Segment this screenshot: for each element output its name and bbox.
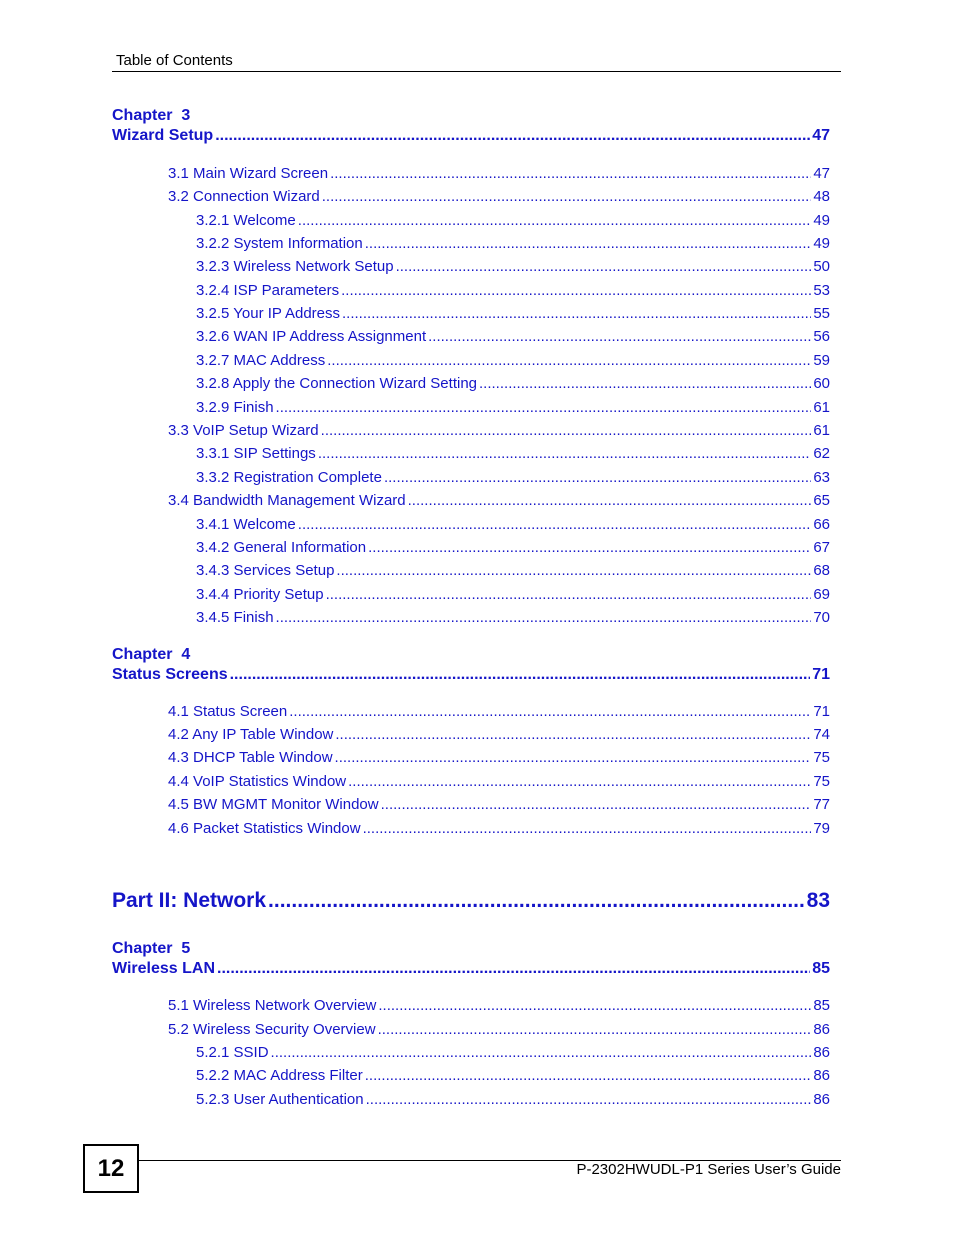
toc-entry-3-2-7[interactable] — [196, 352, 830, 369]
toc-entry-3-3-1[interactable] — [196, 445, 830, 462]
toc-entry-3-4-3[interactable] — [196, 562, 830, 579]
toc-entry-page: 67 — [813, 539, 830, 556]
toc-entry-text: 5.2.3 User Authentication — [196, 1091, 364, 1108]
toc-entry-3-2-2[interactable] — [196, 235, 830, 252]
toc-entry-page: 86 — [813, 1044, 830, 1061]
toc-entry-text: 3.3.2 Registration Complete — [196, 469, 382, 486]
toc-title: Wizard Setup — [112, 127, 214, 144]
toc-entry-3-2-8[interactable] — [196, 375, 830, 392]
toc-entry-text: 4.4 VoIP Statistics Window — [168, 773, 347, 790]
toc-page: 47 — [812, 127, 830, 144]
toc-entry-text: 5.2.1 SSID — [196, 1044, 269, 1061]
running-header: Table of Contents — [116, 52, 233, 69]
toc-entry-page: 86 — [813, 1091, 830, 1108]
toc-entry-5-2[interactable] — [168, 1021, 830, 1038]
dot-leader — [348, 773, 811, 790]
toc-title: Wireless LAN — [112, 960, 215, 977]
dot-leader — [330, 165, 811, 182]
toc-entry-page: 56 — [813, 328, 830, 345]
toc-title: Part II: Network — [112, 889, 267, 912]
toc-entry-page: 55 — [813, 305, 830, 322]
dot-leader — [366, 1091, 812, 1108]
toc-entry-page: 65 — [813, 492, 830, 509]
toc-entry-text: 3.4.5 Finish — [196, 609, 274, 626]
toc-entry-5-1[interactable] — [168, 997, 830, 1014]
dot-leader — [479, 375, 811, 392]
toc-entry-page: 69 — [813, 586, 830, 603]
dot-leader — [298, 516, 812, 533]
toc-entry-page: 60 — [813, 375, 830, 392]
toc-entry-3-3-2[interactable] — [196, 469, 830, 486]
toc-entry-3-4-1[interactable] — [196, 516, 830, 533]
toc-entry-page: 49 — [813, 212, 830, 229]
dot-leader — [321, 422, 812, 439]
dot-leader — [384, 469, 811, 486]
dot-leader — [336, 562, 811, 579]
toc-entry-page: 61 — [813, 422, 830, 439]
toc-entry-text: 4.1 Status Screen — [168, 703, 288, 720]
toc-entry-page: 68 — [813, 562, 830, 579]
dot-leader — [363, 820, 812, 837]
toc-page: 71 — [812, 666, 830, 683]
dot-leader — [217, 960, 810, 978]
toc-entry-4-1[interactable] — [168, 703, 830, 720]
guide-title: P-2302HWUDL-P1 Series User’s Guide — [576, 1161, 841, 1178]
toc-entry-text: 3.2.8 Apply the Connection Wizard Setting — [196, 375, 478, 392]
toc-entry-3-2-1[interactable] — [196, 212, 830, 229]
toc-entry-text: 3.4.1 Welcome — [196, 516, 296, 533]
dot-leader — [428, 328, 811, 345]
toc-entry-page: 50 — [813, 258, 830, 275]
toc-entry-page: 79 — [813, 820, 830, 837]
dot-leader — [365, 235, 812, 252]
dot-leader — [327, 352, 811, 369]
toc-entry-page: 71 — [813, 703, 830, 720]
toc-entry-3-2-4[interactable] — [196, 282, 830, 299]
toc-entry-text: 3.4.3 Services Setup — [196, 562, 335, 579]
dot-leader — [326, 586, 812, 603]
toc-entry-text: 5.2.2 MAC Address Filter — [196, 1067, 363, 1084]
toc-entry-page: 74 — [813, 726, 830, 743]
toc-entry-4-4[interactable] — [168, 773, 830, 790]
toc-entry-page: 63 — [813, 469, 830, 486]
toc-entry-page: 53 — [813, 282, 830, 299]
dot-leader — [408, 492, 812, 509]
chapter-5-title-link[interactable] — [112, 960, 830, 978]
toc-entry-text: 3.4.4 Priority Setup — [196, 586, 324, 603]
dot-leader — [365, 1067, 812, 1084]
toc-entry-text: 3.4.2 General Information — [196, 539, 367, 556]
toc-entry-4-3[interactable] — [168, 749, 830, 766]
toc-entry-3-1[interactable] — [168, 165, 830, 182]
dot-leader — [335, 749, 812, 766]
toc-entry-text: 3.4 Bandwidth Management Wizard — [168, 492, 406, 509]
toc-entry-5-2-1[interactable] — [196, 1044, 830, 1061]
toc-entry-page: 49 — [813, 235, 830, 252]
toc-entry-page: 62 — [813, 445, 830, 462]
toc-entry-3-2-5[interactable] — [196, 305, 830, 322]
toc-entry-text: 3.3.1 SIP Settings — [196, 445, 316, 462]
toc-entry-4-2[interactable] — [168, 726, 830, 743]
toc-entry-4-6[interactable] — [168, 820, 830, 837]
toc-entry-text: 3.2.7 MAC Address — [196, 352, 326, 369]
page-number: 12 — [97, 1154, 125, 1182]
toc-title: Status Screens — [112, 666, 228, 683]
dot-leader — [298, 212, 812, 229]
toc-entry-5-2-3[interactable] — [196, 1091, 830, 1108]
toc-entry-text: 3.2.5 Your IP Address — [196, 305, 341, 322]
toc-entry-text: 3.2.2 System Information — [196, 235, 363, 252]
toc-page: 83 — [806, 889, 830, 912]
dot-leader — [378, 997, 811, 1014]
dot-leader — [322, 188, 812, 205]
toc-entry-text: 3.2 Connection Wizard — [168, 188, 320, 205]
toc-entry-3-2-3[interactable] — [196, 258, 830, 275]
toc-entry-text: 4.3 DHCP Table Window — [168, 749, 333, 766]
dot-leader — [378, 1021, 812, 1038]
dot-leader — [381, 796, 812, 813]
dot-leader — [368, 539, 811, 556]
toc-entry-4-5[interactable] — [168, 796, 830, 813]
dot-leader — [276, 609, 812, 626]
part-2-title-link[interactable] — [112, 889, 830, 913]
toc-entry-text: 5.2 Wireless Security Overview — [168, 1021, 376, 1038]
toc-entry-page: 85 — [813, 997, 830, 1014]
chapter-4-title-link[interactable] — [112, 666, 830, 684]
toc-entry-text: 4.6 Packet Statistics Window — [168, 820, 361, 837]
dot-leader — [276, 399, 812, 416]
toc-page: 85 — [812, 960, 830, 977]
toc-entry-text: 4.2 Any IP Table Window — [168, 726, 334, 743]
toc-entry-page: 77 — [813, 796, 830, 813]
dot-leader — [215, 127, 810, 145]
toc-entry-page: 75 — [813, 773, 830, 790]
toc-entry-3-4-5[interactable] — [196, 609, 830, 626]
toc-entry-page: 66 — [813, 516, 830, 533]
toc-entry-page: 61 — [813, 399, 830, 416]
toc-entry-text: 3.2.3 Wireless Network Setup — [196, 258, 394, 275]
toc-entry-text: 3.3 VoIP Setup Wizard — [168, 422, 319, 439]
toc-entry-page: 86 — [813, 1021, 830, 1038]
chapter-4-label[interactable]: Chapter 4 — [112, 646, 191, 663]
toc-entry-text: 3.2.9 Finish — [196, 399, 274, 416]
dot-leader — [318, 445, 812, 462]
toc-entry-text: 3.2.6 WAN IP Address Assignment — [196, 328, 427, 345]
toc-entry-page: 75 — [813, 749, 830, 766]
toc-entry-3-4[interactable] — [168, 492, 830, 509]
dot-leader — [230, 666, 811, 684]
dot-leader — [342, 305, 811, 322]
dot-leader — [396, 258, 812, 275]
dot-leader — [341, 282, 811, 299]
dot-leader — [289, 703, 811, 720]
toc-entry-page: 48 — [813, 188, 830, 205]
chapter-3-title-link[interactable] — [112, 127, 830, 145]
toc-entry-3-4-4[interactable] — [196, 586, 830, 603]
toc-entry-5-2-2[interactable] — [196, 1067, 830, 1084]
chapter-5-label[interactable]: Chapter 5 — [112, 940, 191, 957]
page-number-box — [83, 1144, 139, 1193]
chapter-3-label[interactable]: Chapter 3 — [112, 107, 191, 124]
toc-entry-text: 3.1 Main Wizard Screen — [168, 165, 329, 182]
toc-entry-3-2[interactable] — [168, 188, 830, 205]
toc-entry-text: 4.5 BW MGMT Monitor Window — [168, 796, 379, 813]
toc-entry-3-3[interactable] — [168, 422, 830, 439]
toc-entry-page: 86 — [813, 1067, 830, 1084]
dot-leader — [268, 889, 805, 913]
toc-entry-3-2-6[interactable] — [196, 328, 830, 345]
toc-entry-text: 3.2.4 ISP Parameters — [196, 282, 340, 299]
toc-entry-3-4-2[interactable] — [196, 539, 830, 556]
toc-entry-page: 59 — [813, 352, 830, 369]
toc-entry-text: 5.1 Wireless Network Overview — [168, 997, 377, 1014]
toc-entry-page: 70 — [813, 609, 830, 626]
dot-leader — [335, 726, 811, 743]
toc-entry-page: 47 — [813, 165, 830, 182]
toc-entry-text: 3.2.1 Welcome — [196, 212, 296, 229]
toc-entry-3-2-9[interactable] — [196, 399, 830, 416]
dot-leader — [271, 1044, 812, 1061]
